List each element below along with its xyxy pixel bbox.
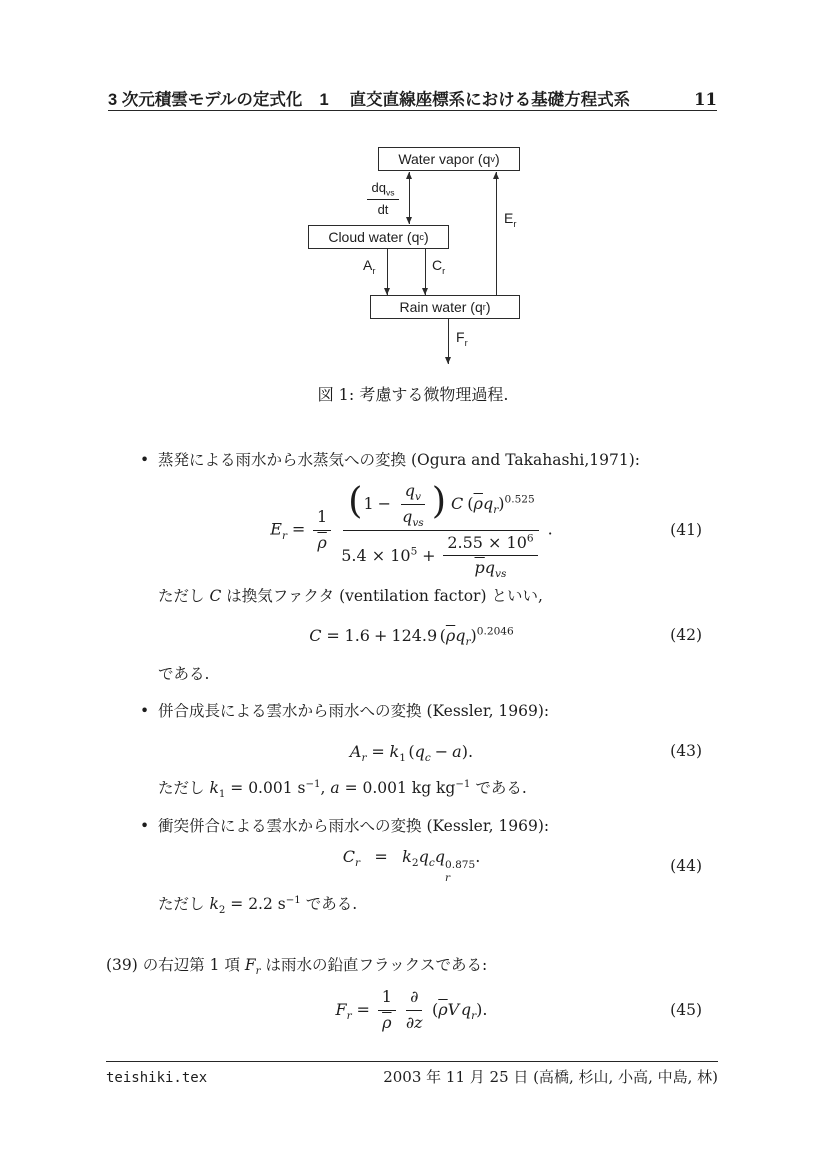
equation-formula: $F_r$ = $\frac{1}{\rho}$ $\frac{\partial}{\partial z}$ $(\overline{\rho}Vq_r)$. <box>335 986 488 1032</box>
equation-number: (45) <box>670 1001 702 1019</box>
bullet-dot: • <box>140 817 150 835</box>
line-k1-constants: ただし $k_1 = 0.001$ $s^{-1}$, a = 0.001 kg $kg^{-1}$ である. <box>158 778 527 801</box>
diagram-box-cloud-water: Cloud water (q c ) <box>308 225 449 249</box>
arrow-collection <box>422 249 429 295</box>
arrowhead-down-icon <box>384 288 390 295</box>
diagram-box-rain-water: Rain water (q r ) <box>370 295 520 319</box>
bullet-item-autoconversion <box>140 701 549 721</box>
label-dqvs-dt: $\frac{dq_{vs}}{dt}$ <box>360 180 406 219</box>
bullet-text: 蒸発による雨水から水蒸気への変換 (Ogura and Takahashi,1971): <box>158 451 641 469</box>
page-footer <box>106 1066 718 1087</box>
running-head <box>108 86 717 110</box>
equation-43 <box>106 736 717 766</box>
arrow-condensation-evaporation <box>406 172 413 224</box>
header-page-number: 11 <box>694 90 717 109</box>
arrow-rain-evaporation <box>493 172 500 295</box>
bullet-item-evaporation <box>140 450 640 470</box>
footer-rule <box>106 1061 718 1062</box>
equation-number: (43) <box>670 742 702 760</box>
bullet-text: 併合成長による雲水から雨水への変換 (Kessler, 1969): <box>158 702 550 720</box>
diagram-box-water-vapor: Water vapor (q v ) <box>378 147 520 171</box>
equation-44 <box>106 847 717 884</box>
bullet-dot: • <box>140 451 150 469</box>
arrow-shaft <box>496 172 497 295</box>
equation-formula: C = 1.6 + 124.9 $(\overline{\rho}q_r)^{0.2046}$ <box>309 625 514 648</box>
line-dearu: である. <box>158 665 210 683</box>
line-ventilation-factor: ただし C は換気ファクタ (ventilation factor) といい, <box>158 587 543 605</box>
paragraph-rain-flux: (39) の右辺第 1 項 $F_r$ は雨水の鉛直フラックスである: <box>106 956 488 978</box>
bullet-dot: • <box>140 702 150 720</box>
footer-date-authors: 2003 年 11 月 25 日 (高橋, 杉山, 小高, 中島, 林) <box>383 1068 718 1086</box>
equation-number: (42) <box>670 626 702 644</box>
arrowhead-up-icon <box>406 172 412 179</box>
label-cr: $C_r$ <box>432 257 446 276</box>
arrowhead-down-icon <box>406 217 412 224</box>
equation-formula: $E_r$ = $\frac{1}{\rho}$ (1 − $\frac{q_v}{q_{vs}}$ ) C $(\overline{\rho}q_r)^{0.525}$ $5.4 \times 10^5$ + $\frac{2.55 \times 10^6}{\overline{p}q_{vs}}$ . <box>270 479 553 581</box>
bullet-item-collection <box>140 816 549 836</box>
label-fr: $F_r$ <box>456 329 468 348</box>
arrowhead-up-icon <box>493 172 499 179</box>
label-er: $E_r$ <box>504 210 517 229</box>
header-section-title: 直交直線座標系における基礎方程式系 <box>349 91 631 109</box>
arrow-autoconversion <box>384 249 391 295</box>
equation-number: (44) <box>670 857 702 875</box>
equation-45 <box>106 986 717 1034</box>
equation-formula: $A_r = k_1$ $(q_c - a)$. <box>349 741 474 764</box>
footer-filename: teishiki.tex <box>106 1070 208 1086</box>
equation-42 <box>106 620 717 650</box>
label-ar: $A_r$ <box>363 257 376 276</box>
header-section-number: 1 <box>319 91 329 109</box>
arrow-rain-flux <box>445 319 452 364</box>
arrowhead-down-icon <box>422 288 428 295</box>
equation-formula: $C_r = k_2q_cq$ 0.875 r . <box>342 847 481 884</box>
equation-41 <box>106 481 717 579</box>
arrowhead-down-icon <box>445 357 451 364</box>
figure-caption: 図 1: 考慮する微物理過程. <box>317 385 509 404</box>
bullet-text: 衝突併合による雲水から雨水への変換 (Kessler, 1969): <box>158 817 550 835</box>
header-rule <box>108 110 717 111</box>
line-k2-constant: ただし $k_2 = 2.2$ $s^{-1}$ である. <box>158 894 358 917</box>
header-doc-title: 3 次元積雲モデルの定式化 <box>108 91 303 109</box>
equation-number: (41) <box>670 521 702 539</box>
